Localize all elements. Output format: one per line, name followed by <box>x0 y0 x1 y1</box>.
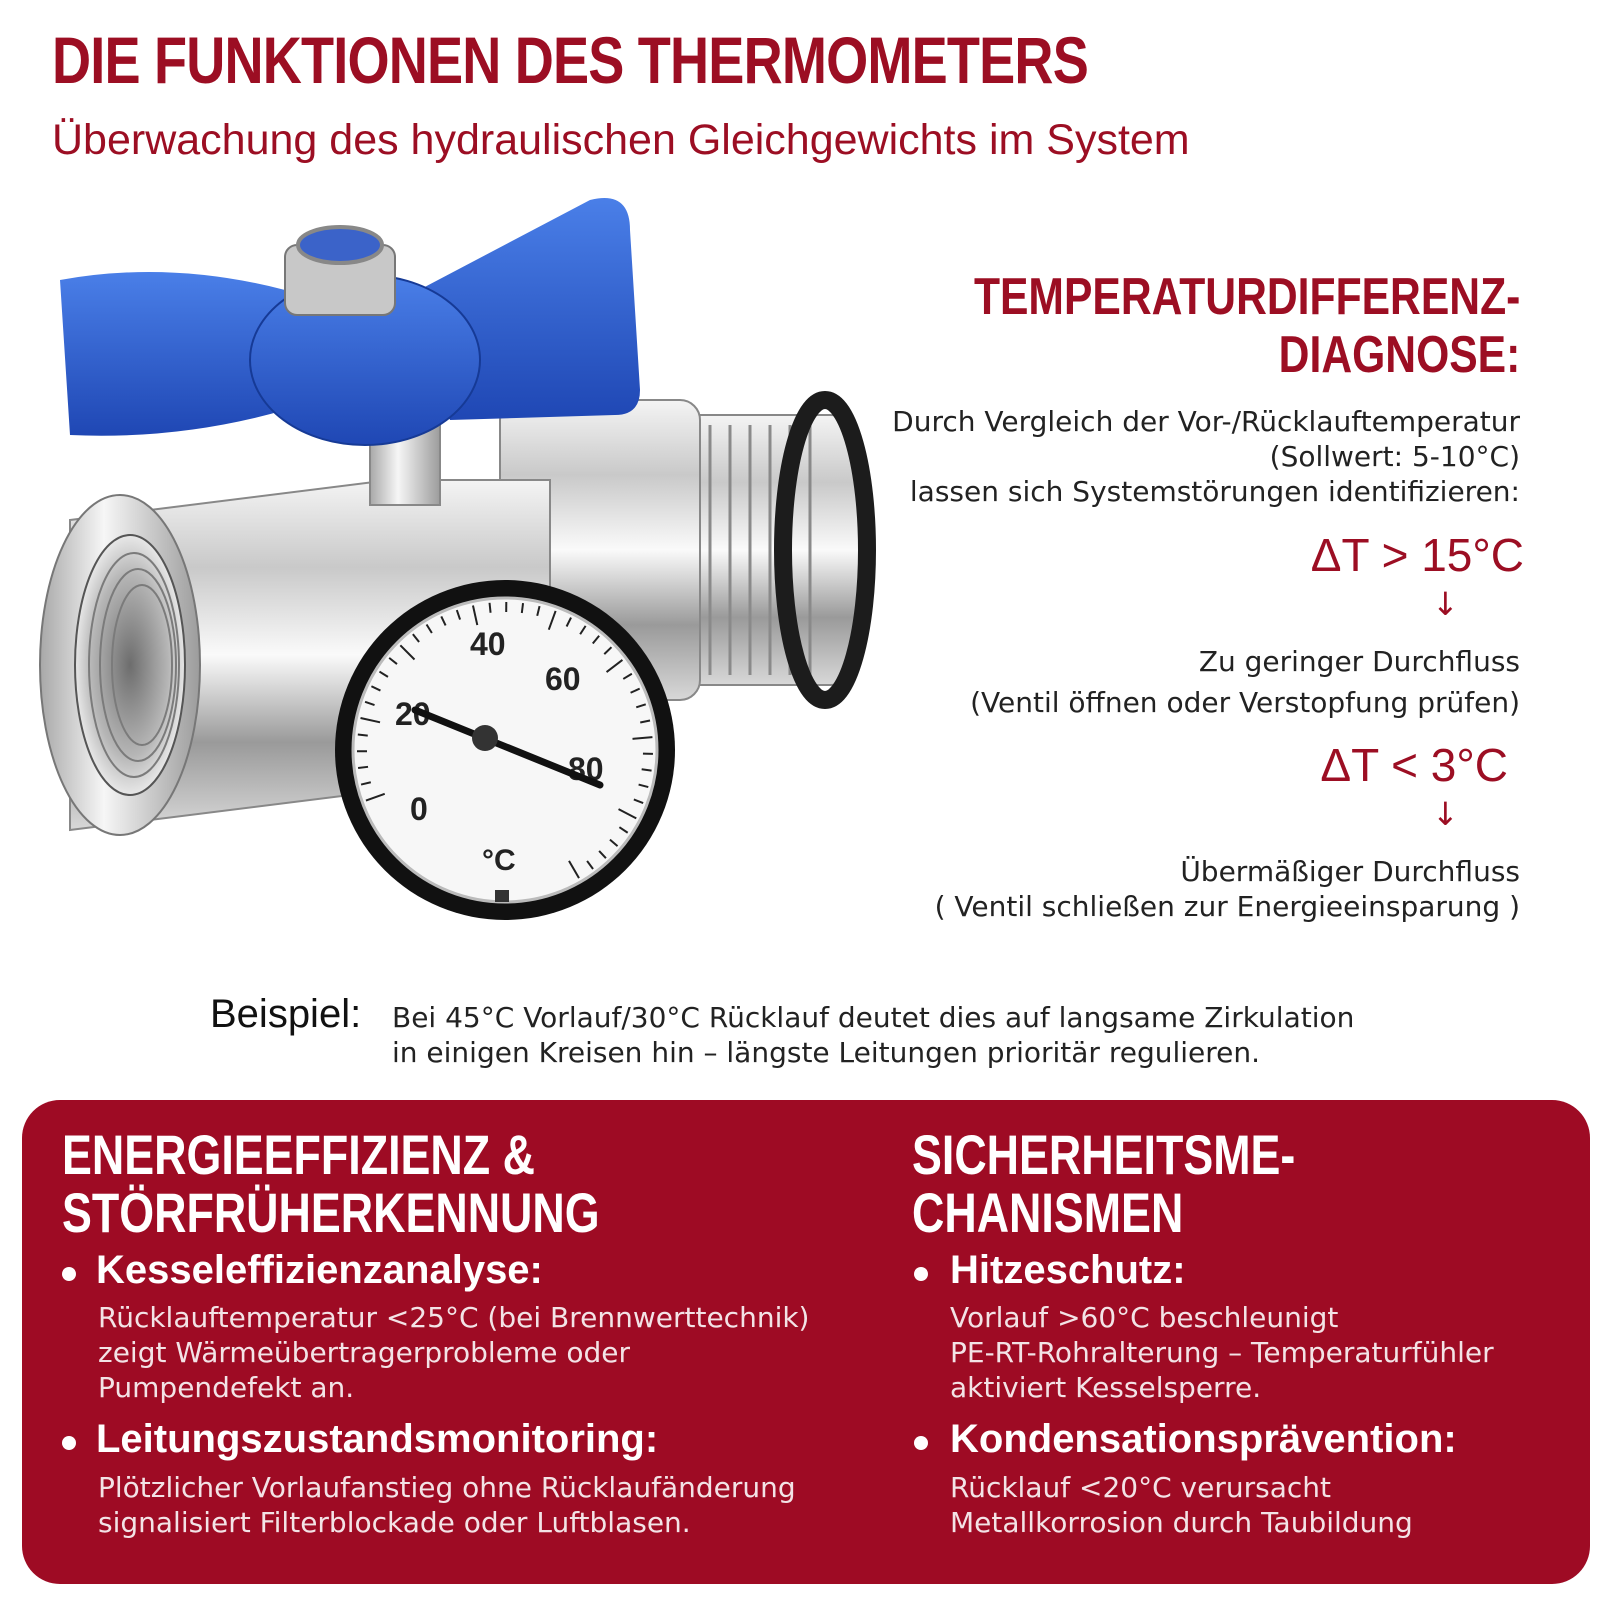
gauge-tick <box>490 603 491 613</box>
gauge-tick <box>358 767 368 768</box>
bullet-text-line: Plötzlicher Vorlaufanstieg ohne Rücklaufänderung <box>98 1471 796 1504</box>
left-title-line2: STÖRFRÜHERKENNUNG <box>62 1181 600 1244</box>
diagnose-intro <box>892 404 1520 509</box>
arrow-down-icon: ↓ <box>1432 585 1459 623</box>
left-title-line1: ENERGIEEFFIZIENZ & <box>62 1123 535 1186</box>
case2-line2: ( Ventil schließen zur Energieeinsparung ) <box>934 890 1520 923</box>
diagnose-title-line2: DIAGNOSE: <box>1278 326 1520 384</box>
case1-line2: (Ventil öffnen oder Verstopfung prüfen) <box>970 686 1520 719</box>
page-title: DIE FUNKTIONEN DES THERMOMETERS <box>52 23 1088 97</box>
bullet-text-line: signalisiert Filterblockade oder Luftblasen. <box>98 1506 691 1539</box>
bullet-icon <box>62 1436 76 1450</box>
bullet-text-line: Vorlauf >60°C beschleunigt <box>950 1301 1339 1334</box>
gauge-label-60: 60 <box>545 661 581 697</box>
gauge-label-40: 40 <box>470 626 506 662</box>
case1-line1: Zu geringer Durchfluss <box>1198 645 1520 678</box>
bullet-heading: Kondensationsprävention: <box>950 1417 1457 1461</box>
arrow-down-icon: ↓ <box>1432 795 1459 833</box>
gauge-tick <box>522 603 523 613</box>
valve-illustration <box>30 190 910 980</box>
diagnose-title-line1: TEMPERATURDIFFERENZ- <box>973 268 1520 326</box>
right-title-line1: SICHERHEITSME- <box>912 1123 1296 1186</box>
gauge-tick <box>358 735 368 736</box>
case1-text <box>970 644 1520 720</box>
bullet-heading: Hitzeschutz: <box>950 1248 1186 1292</box>
bullet-text-line: PE-RT-Rohralterung – Temperaturfühler <box>950 1336 1494 1369</box>
gauge-label-0: 0 <box>410 791 428 827</box>
bullet-text-line: aktiviert Kesselsperre. <box>950 1371 1262 1404</box>
bullet-text <box>950 1300 1494 1405</box>
bullet-text <box>950 1470 1413 1540</box>
info-panel <box>22 1100 1590 1584</box>
bullet-icon <box>914 1267 928 1281</box>
left-column-title <box>62 1123 600 1244</box>
bullet-text <box>98 1300 809 1405</box>
delta-low: ΔT < 3°C <box>1320 739 1508 791</box>
diagnose-title <box>974 268 1520 384</box>
diagnose-intro-line1: Durch Vergleich der Vor-/Rücklauftemperatur <box>892 405 1520 438</box>
bullet-heading: Leitungszustandsmonitoring: <box>96 1417 659 1461</box>
gauge-tick <box>642 769 652 770</box>
bullet-text-line: Metallkorrosion durch Taubildung <box>950 1506 1413 1539</box>
diagnose-intro-line2: (Sollwert: 5-10°C) <box>1269 440 1520 473</box>
bullet-text-line: Rücklauftemperatur <25°C (bei Brennwerttechnik) <box>98 1301 810 1334</box>
gauge-label-20: 20 <box>395 696 431 732</box>
gauge-label-80: 80 <box>568 751 604 787</box>
case2-text <box>935 854 1520 924</box>
case2-line1: Übermäßiger Durchfluss <box>1180 855 1520 888</box>
bullet-text-line: Rücklauf <20°C verursacht <box>950 1471 1331 1504</box>
example-text <box>392 1000 1354 1070</box>
delta-high: ΔT > 15°C <box>1310 529 1524 581</box>
bullet-icon <box>914 1436 928 1450</box>
right-column-title <box>912 1123 1296 1244</box>
example-line1: Bei 45°C Vorlauf/30°C Rücklauf deutet dies auf langsame Zirkulation <box>392 1001 1355 1034</box>
page-subtitle: Überwachung des hydraulischen Gleichgewichts im System <box>52 116 1190 164</box>
bullet-text <box>98 1470 796 1540</box>
bullet-text-line: Pumpendefekt an. <box>98 1371 355 1404</box>
example-label: Beispiel: <box>210 992 362 1036</box>
example-line2: in einigen Kreisen hin – längste Leitungen prioritär regulieren. <box>392 1036 1261 1069</box>
bullet-text-line: zeigt Wärmeübertragerprobleme oder <box>98 1336 630 1369</box>
gauge-unit: °C <box>482 844 516 877</box>
bullet-heading: Kesseleffizienzanalyse: <box>96 1248 543 1292</box>
bullet-icon <box>62 1267 76 1281</box>
right-title-line2: CHANISMEN <box>912 1181 1184 1244</box>
diagnose-intro-line3: lassen sich Systemstörungen identifizieren: <box>909 475 1520 508</box>
